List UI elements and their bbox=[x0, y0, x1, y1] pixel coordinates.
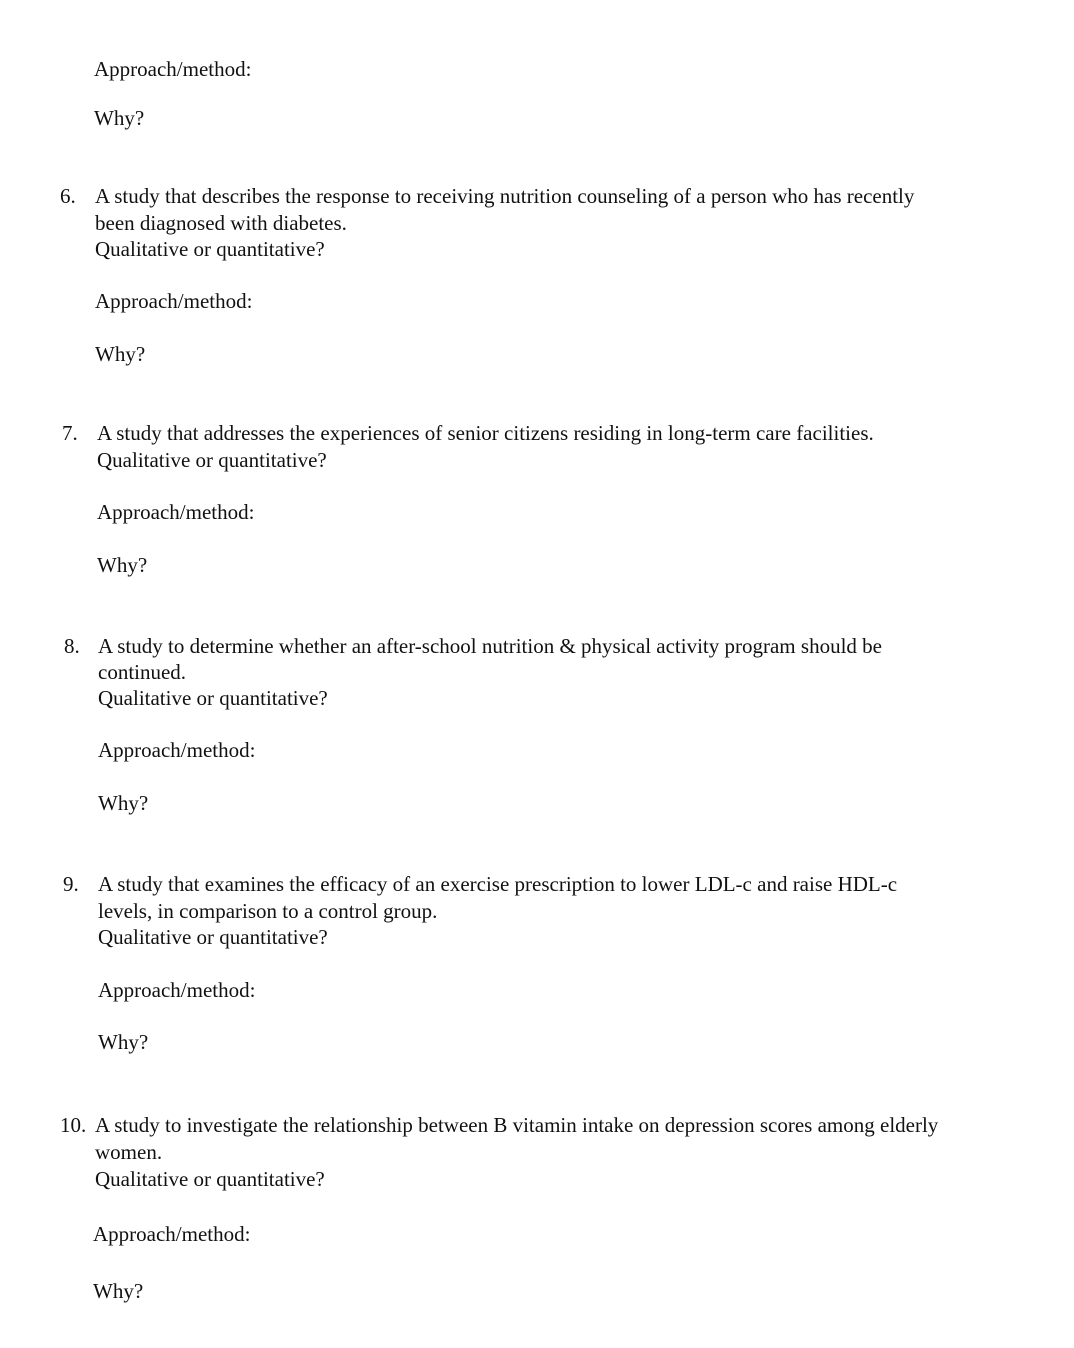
question-text-line: A study that addresses the experiences of senior citizens residing in long-term care facilities. bbox=[97, 421, 874, 445]
question-number: 6. bbox=[60, 184, 76, 208]
question-number: 10. bbox=[60, 1113, 87, 1137]
question-text-line: A study to investigate the relationship between B vitamin intake on depression scores among elderly bbox=[95, 1113, 939, 1137]
why-label: Why? bbox=[95, 342, 146, 366]
approach-method-label: Approach/method: bbox=[93, 1222, 251, 1246]
qual-quant-prompt: Qualitative or quantitative? bbox=[97, 448, 327, 472]
qual-quant-prompt: Qualitative or quantitative? bbox=[98, 686, 328, 710]
question-text-line: A study that describes the response to receiving nutrition counseling of a person who has recently bbox=[95, 184, 915, 208]
question-text-line: levels, in comparison to a control group. bbox=[98, 899, 438, 923]
why-label: Why? bbox=[97, 553, 148, 577]
why-label: Why? bbox=[98, 791, 149, 815]
question-number: 8. bbox=[64, 634, 80, 658]
prior-why-label: Why? bbox=[94, 106, 145, 130]
question-text-line: continued. bbox=[98, 660, 187, 684]
question-text-line: A study that examines the efficacy of an exercise prescription to lower LDL-c and raise HDL-c bbox=[98, 872, 898, 896]
approach-method-label: Approach/method: bbox=[95, 289, 253, 313]
question-text-line: A study to determine whether an after-school nutrition & physical activity program should be bbox=[98, 634, 882, 658]
approach-method-label: Approach/method: bbox=[97, 500, 255, 524]
prior-approach-label: Approach/method: bbox=[94, 57, 252, 81]
question-number: 9. bbox=[63, 872, 79, 896]
qual-quant-prompt: Qualitative or quantitative? bbox=[95, 237, 325, 261]
question-text-line: women. bbox=[95, 1140, 163, 1164]
approach-method-label: Approach/method: bbox=[98, 978, 256, 1002]
why-label: Why? bbox=[98, 1030, 149, 1054]
question-number: 7. bbox=[62, 421, 78, 445]
approach-method-label: Approach/method: bbox=[98, 738, 256, 762]
qual-quant-prompt: Qualitative or quantitative? bbox=[98, 925, 328, 949]
qual-quant-prompt: Qualitative or quantitative? bbox=[95, 1167, 325, 1191]
why-label: Why? bbox=[93, 1279, 144, 1303]
question-text-line: been diagnosed with diabetes. bbox=[95, 211, 347, 235]
